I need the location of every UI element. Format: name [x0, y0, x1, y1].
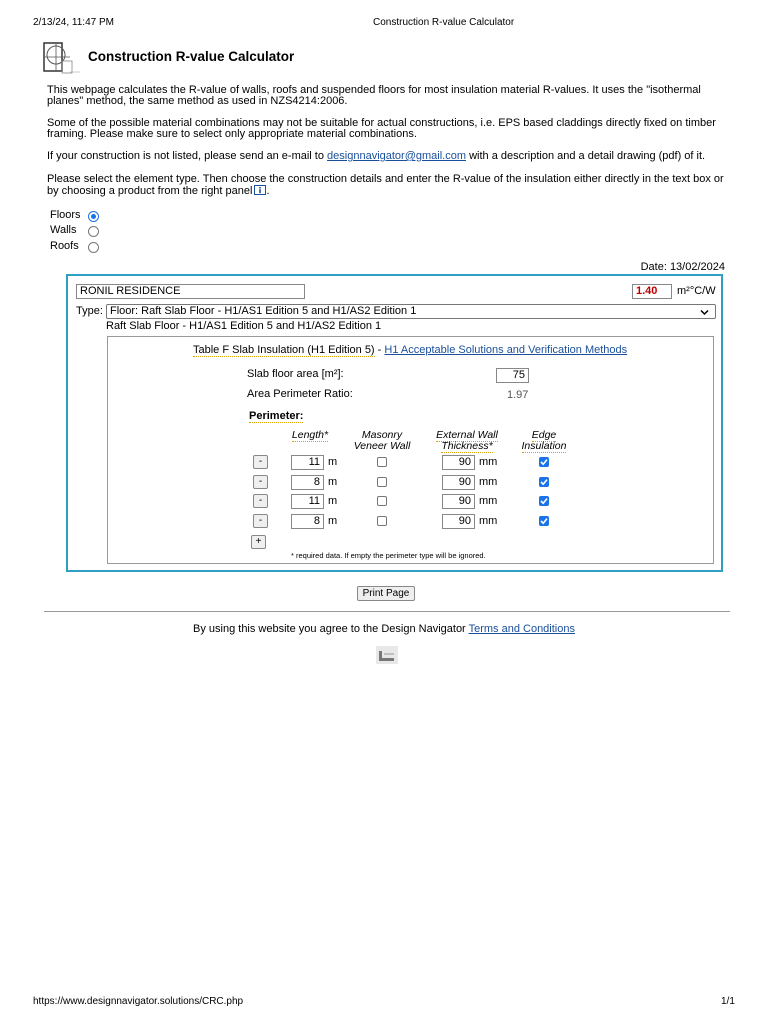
construction-type-select[interactable] — [106, 304, 716, 319]
remove-perimeter-button[interactable]: - — [253, 514, 268, 528]
perimeter-length-input[interactable]: 8 — [291, 514, 324, 529]
col-thickness-text2: Thickness* — [441, 440, 493, 452]
table-title-sep: - — [374, 344, 385, 356]
design-navigator-logo — [42, 41, 82, 75]
print-page-button[interactable]: Print Page — [357, 586, 415, 601]
masonry-veneer-checkbox[interactable] — [377, 496, 387, 506]
thickness-unit: mm — [479, 495, 498, 507]
terms-notice — [0, 623, 768, 635]
r-value-input[interactable]: 1.40 — [632, 284, 672, 299]
required-note: * required data. If empty the perimeter type will be ignored. — [291, 551, 486, 560]
perimeter-length-input[interactable]: 11 — [291, 455, 324, 470]
table-title-text: Table F Slab Insulation (H1 Edition 5) — [193, 344, 375, 356]
perimeter-length-input[interactable]: 11 — [291, 494, 324, 509]
edge-insulation-checkbox[interactable] — [539, 496, 549, 506]
thickness-unit: mm — [479, 476, 498, 488]
radio-button[interactable] — [88, 226, 99, 237]
col-masonry-header — [347, 430, 417, 452]
col-thickness-line2 — [427, 441, 507, 452]
date-label: Date: 13/02/2024 — [640, 261, 725, 273]
col-thickness-header — [427, 430, 507, 452]
thickness-unit: mm — [479, 515, 498, 527]
print-footer-page: 1/1 — [721, 996, 735, 1007]
thickness-unit: mm — [479, 456, 498, 468]
edge-insulation-checkbox[interactable] — [539, 477, 549, 487]
print-header-title: Construction R-value Calculator — [373, 17, 515, 28]
terms-link[interactable]: Terms and Conditions — [468, 623, 575, 635]
table-title — [193, 344, 627, 356]
print-footer-url: https://www.designnavigator.solutions/CRC.php — [33, 996, 244, 1007]
col-length-header — [285, 430, 335, 441]
construction-type-value: Floor: Raft Slab Floor - H1/AS1 Edition 5 and H1/AS2 Edition 1 — [110, 305, 417, 317]
col-masonry-line2: Veneer Wall — [353, 440, 411, 452]
type-label: Type: — [76, 305, 103, 317]
col-edge-line2 — [514, 441, 574, 452]
radio-roofs[interactable] — [50, 240, 79, 252]
intro-4-text: Please select the element type. Then choose the construction details and enter the R-value of the insulation either directly in the text box or by choosing a product from the right panel — [47, 173, 724, 197]
masonry-veneer-checkbox[interactable] — [377, 477, 387, 487]
intro-paragraph-1: This webpage calculates the R-value of walls, roofs and suspended floors for most insulation material R-values. It uses the "isothermal planes" method, the same method as used in NZS4214:2006. — [47, 84, 701, 107]
wall-thickness-input[interactable]: 90 — [442, 514, 475, 529]
masonry-veneer-checkbox[interactable] — [377, 516, 387, 526]
apr-label: Area Perimeter Ratio: — [247, 388, 353, 400]
email-link[interactable]: designnavigator@gmail.com — [327, 150, 467, 162]
radio-walls[interactable] — [50, 224, 76, 236]
col-thickness-text1: External Wall — [436, 429, 498, 441]
intro-3-text-end: with a description and a detail drawing (pdf) of it. — [466, 150, 706, 162]
col-length-text: Length* — [291, 429, 329, 441]
remove-perimeter-button[interactable]: - — [253, 475, 268, 489]
r-value-unit: m²°C/W — [677, 285, 716, 297]
intro-paragraph-2: Some of the possible material combinations may not be suitable for actual constructions, i.e. EPS based claddings directly fixed on timber framing. Please make sure to select only appropriate material combinations. — [47, 117, 716, 140]
info-icon[interactable] — [254, 185, 266, 195]
remove-perimeter-button[interactable]: - — [253, 455, 268, 469]
col-edge-text2: Insulation — [521, 440, 567, 452]
radio-floors-label: Floors — [50, 209, 81, 221]
type-description: Raft Slab Floor - H1/AS1 Edition 5 and H1/AS2 Edition 1 — [106, 320, 382, 332]
intro-3-text: If your construction is not listed, please send an e-mail to — [47, 150, 328, 162]
wall-thickness-input[interactable]: 90 — [442, 455, 475, 470]
col-edge-text1: Edge — [531, 429, 557, 441]
length-unit: m — [328, 515, 338, 527]
radio-button[interactable] — [88, 211, 99, 222]
intro-paragraph-4 — [47, 174, 737, 197]
length-unit: m — [328, 456, 338, 468]
slab-area-label: Slab floor area [m²]: — [247, 368, 344, 380]
perimeter-length-input[interactable]: 8 — [291, 475, 324, 490]
add-perimeter-button[interactable]: + — [251, 535, 266, 549]
divider — [44, 611, 730, 612]
col-masonry-line1: Masonry — [361, 429, 403, 441]
project-name-input[interactable]: RONIL RESIDENCE — [76, 284, 305, 299]
remove-perimeter-button[interactable]: - — [253, 494, 268, 508]
page-title: Construction R-value Calculator — [88, 49, 295, 64]
radio-roofs-label: Roofs — [50, 240, 79, 252]
masonry-veneer-checkbox[interactable] — [377, 457, 387, 467]
print-header-datetime: 2/13/24, 11:47 PM — [33, 17, 114, 28]
terms-text: By using this website you agree to the Design Navigator — [193, 623, 469, 635]
h1-solutions-link[interactable]: H1 Acceptable Solutions and Verification Methods — [384, 344, 628, 356]
intro-4-period: . — [266, 185, 270, 197]
footer-logo-icon — [376, 646, 398, 664]
radio-button[interactable] — [88, 242, 99, 253]
apr-value: 1.97 — [507, 389, 529, 401]
radio-walls-label: Walls — [50, 224, 77, 236]
edge-insulation-checkbox[interactable] — [539, 457, 549, 467]
slab-area-input[interactable]: 75 — [496, 368, 529, 383]
col-edge-header — [514, 430, 574, 452]
wall-thickness-input[interactable]: 90 — [442, 475, 475, 490]
radio-floors[interactable] — [50, 209, 81, 221]
chevron-down-icon — [700, 305, 709, 321]
length-unit: m — [328, 476, 338, 488]
intro-paragraph-3 — [47, 151, 737, 162]
perimeter-label: Perimeter: — [249, 410, 304, 422]
edge-insulation-checkbox[interactable] — [539, 516, 549, 526]
wall-thickness-input[interactable]: 90 — [442, 494, 475, 509]
length-unit: m — [328, 495, 338, 507]
